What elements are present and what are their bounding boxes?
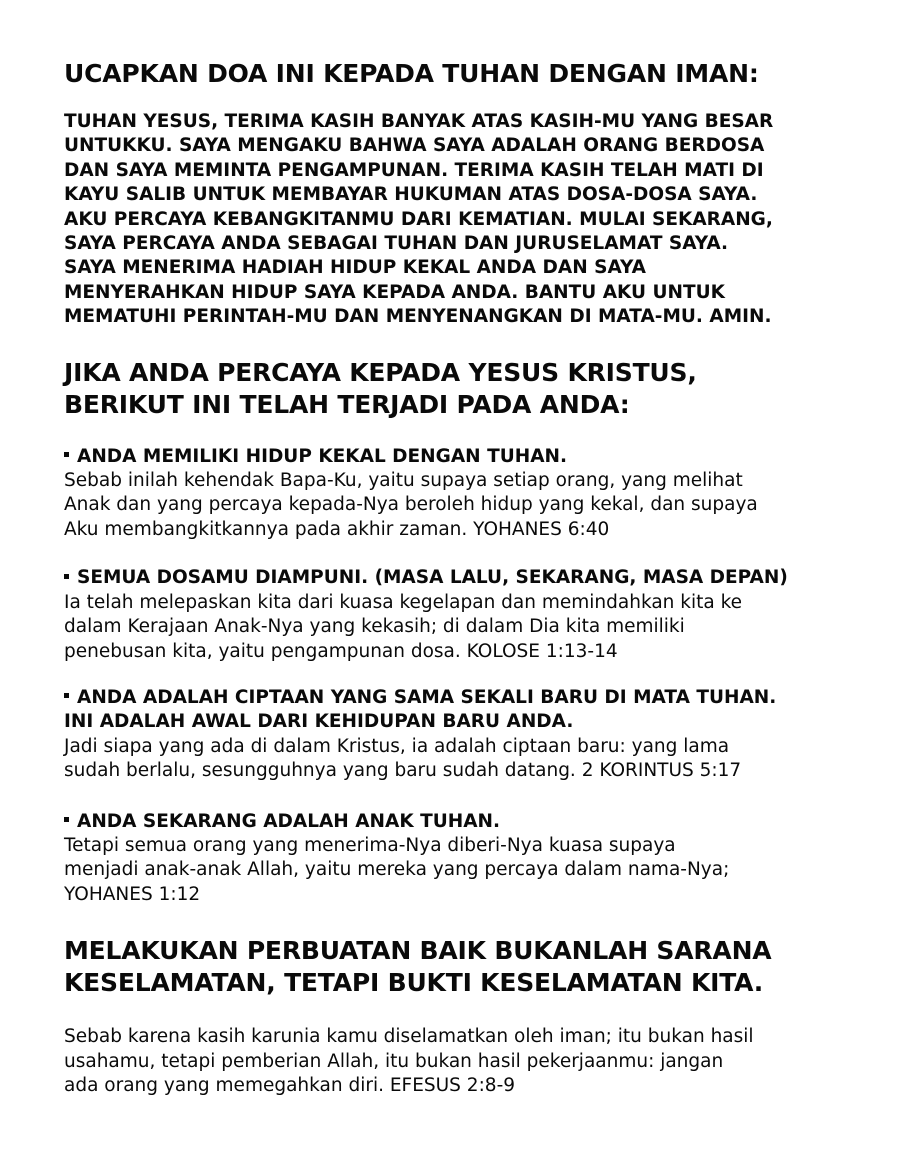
point-body-line: YOHANES 1:12: [64, 883, 201, 905]
bullet-icon: [64, 817, 69, 822]
point-body-line: sudah berlalu, sesungguhnya yang baru sudah datang. 2 KORINTUS 5:17: [64, 760, 742, 782]
good-works-heading-line: MELAKUKAN PERBUATAN BAIK BUKANLAH SARANA: [64, 936, 772, 966]
prayer-text: [64, 110, 884, 330]
prayer-line: UNTUKKU. SAYA MENGAKU BAHWA SAYA ADALAH ORANG BERDOSA: [64, 135, 765, 157]
closing-line: usahamu, tetapi pemberian Allah, itu bukan hasil pekerjaanmu: jangan: [64, 1050, 724, 1072]
point-heading: [64, 445, 884, 469]
point-heading-text: SEMUA DOSAMU DIAMPUNI. (MASA LALU, SEKARANG, MASA DEPAN): [77, 567, 788, 589]
prayer-line: MEMATUHI PERINTAH-MU DAN MENYENANGKAN DI MATA-MU. AMIN.: [64, 306, 772, 328]
prayer-line: DAN SAYA MEMINTA PENGAMPUNAN. TERIMA KASIH TELAH MATI DI: [64, 159, 764, 181]
point-heading-line: INI ADALAH AWAL DARI KEHIDUPAN BARU ANDA.: [64, 711, 574, 733]
point-body-line: Sebab inilah kehendak Bapa-Ku, yaitu supaya setiap orang, yang melihat: [64, 470, 743, 492]
prayer-line: MENYERAHKAN HIDUP SAYA KEPADA ANDA. BANTU AKU UNTUK: [64, 281, 725, 303]
believe-heading-line: BERIKUT INI TELAH TERJADI PADA ANDA:: [64, 389, 630, 419]
point-body-line: dalam Kerajaan Anak-Nya yang kekasih; di dalam Dia kita memiliki: [64, 616, 685, 638]
good-works-heading: [64, 935, 884, 999]
believe-heading-line: JIKA ANDA PERCAYA KEPADA YESUS KRISTUS,: [64, 357, 697, 387]
point-heading: [64, 810, 884, 834]
point-body-line: menjadi anak-anak Allah, yaitu mereka yang percaya dalam nama-Nya;: [64, 859, 730, 881]
point-heading-text: ANDA SEKARANG ADALAH ANAK TUHAN.: [77, 810, 501, 832]
point-heading: [64, 566, 884, 590]
point-body-line: Anak dan yang percaya kepada-Nya beroleh hidup yang kekal, dan supaya: [64, 494, 758, 516]
prayer-line: AKU PERCAYA KEBANGKITANMU DARI KEMATIAN. MULAI SEKARANG,: [64, 208, 773, 230]
point-heading: [64, 686, 884, 710]
closing-line: Sebab karena kasih karunia kamu diselamatkan oleh iman; itu bukan hasil: [64, 1026, 754, 1048]
point-eternal-life: [64, 445, 884, 543]
prayer-line: SAYA PERCAYA ANDA SEBAGAI TUHAN DAN JURUSELAMAT SAYA.: [64, 233, 729, 255]
point-body-line: Tetapi semua orang yang menerima-Nya diberi-Nya kuasa supaya: [64, 834, 676, 856]
prayer-heading: UCAPKAN DOA INI KEPADA TUHAN DENGAN IMAN:: [64, 59, 759, 88]
believe-heading: [64, 357, 884, 421]
point-body-line: penebusan kita, yaitu pengampunan dosa. KOLOSE 1:13-14: [64, 640, 618, 662]
closing-line: ada orang yang memegahkan diri. EFESUS 2:8-9: [64, 1074, 516, 1096]
bullet-icon: [64, 452, 69, 457]
point-new-creation: [64, 686, 884, 784]
point-body-line: Jadi siapa yang ada di dalam Kristus, ia adalah ciptaan baru: yang lama: [64, 735, 730, 757]
prayer-line: SAYA MENERIMA HADIAH HIDUP KEKAL ANDA DAN SAYA: [64, 257, 646, 279]
closing-verse: [64, 1025, 884, 1098]
point-body-line: Aku membangkitkannya pada akhir zaman. YOHANES 6:40: [64, 518, 610, 540]
bullet-icon: [64, 693, 69, 698]
point-child-of-god: [64, 810, 884, 908]
point-sins-forgiven: [64, 566, 884, 664]
prayer-line: KAYU SALIB UNTUK MEMBAYAR HUKUMAN ATAS DOSA-DOSA SAYA.: [64, 184, 758, 206]
point-body-line: Ia telah melepaskan kita dari kuasa kegelapan dan memindahkan kita ke: [64, 591, 743, 613]
prayer-line: TUHAN YESUS, TERIMA KASIH BANYAK ATAS KASIH-MU YANG BESAR: [64, 111, 774, 132]
point-heading-text: ANDA ADALAH CIPTAAN YANG SAMA SEKALI BARU DI MATA TUHAN.: [77, 686, 777, 708]
bullet-icon: [64, 574, 69, 579]
document-page: [64, 58, 884, 1098]
good-works-heading-line: KESELAMATAN, TETAPI BUKTI KESELAMATAN KITA.: [64, 968, 764, 998]
point-heading-text: ANDA MEMILIKI HIDUP KEKAL DENGAN TUHAN.: [77, 445, 568, 467]
